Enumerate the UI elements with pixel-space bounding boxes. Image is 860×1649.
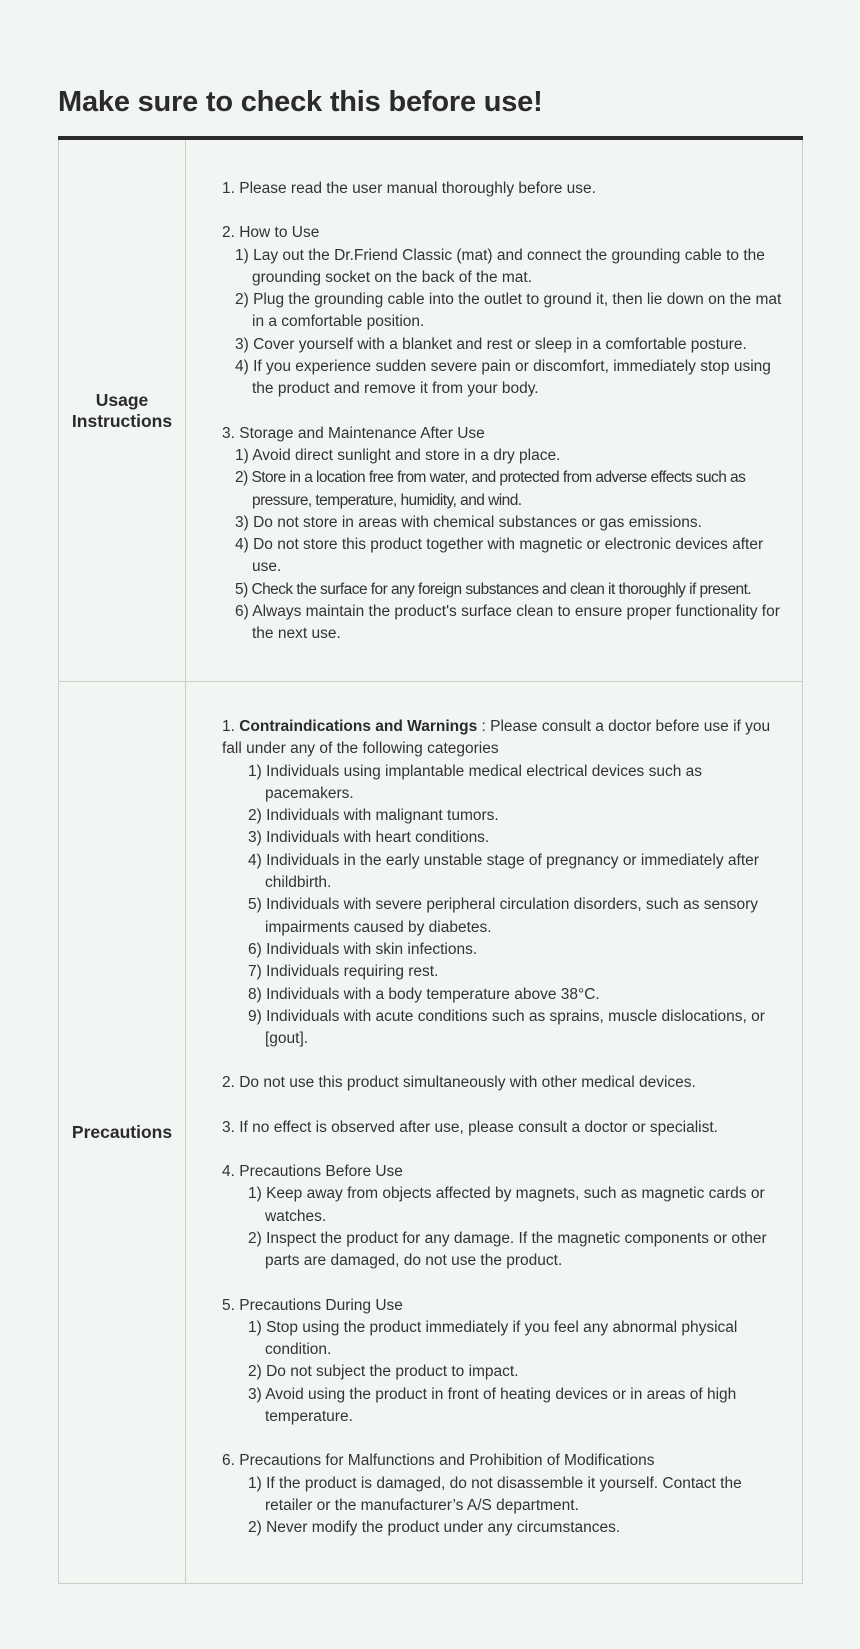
usage-instructions-row <box>59 140 802 681</box>
list-item: 4) Individuals in the early unstable stage of pregnancy or immediately after childbirth. <box>248 851 759 892</box>
usage-item-3-heading: 3. Storage and Maintenance After Use <box>222 424 485 442</box>
list-item: 2) Never modify the product under any circumstances. <box>248 1519 621 1537</box>
precautions-section-6 <box>222 1450 792 1539</box>
list-item: 3) Do not store in areas with chemical substances or gas emissions. <box>235 513 702 531</box>
list-item: 5) Check the surface for any foreign substances and clean it thoroughly if present. <box>235 580 752 598</box>
list-item: 1) If the product is damaged, do not disassemble it yourself. Contact the retailer or the manufacturer’s A/S department. <box>248 1474 742 1514</box>
contraindications-title: Contraindications and Warnings <box>239 718 478 735</box>
precautions-item-5-heading: 5. Precautions During Use <box>222 1296 403 1314</box>
contraindications-description: : Please consult a doctor before use if you fall under any of the following categories <box>222 718 771 758</box>
list-item: 7) Individuals requiring rest. <box>248 963 439 981</box>
usage-label-line-1: Usage <box>95 389 149 410</box>
malfunctions-list <box>222 1473 792 1540</box>
precautions-content <box>186 682 802 1583</box>
list-item: 8) Individuals with a body temperature above 38°C. <box>248 985 600 1003</box>
list-item: 2) Store in a location free from water, and protected from adverse effects such as pressure, temperature, humidity, and wind. <box>235 469 746 509</box>
list-item: 6) Individuals with skin infections. <box>248 940 478 958</box>
precautions-item-2: 2. Do not use this product simultaneously with other medical devices. <box>222 1074 696 1092</box>
usage-item-2-list <box>222 245 792 401</box>
list-item: 5) Individuals with severe peripheral circulation disorders, such as sensory impairments caused by diabetes. <box>248 896 759 936</box>
list-item: 2) Plug the grounding cable into the outlet to ground it, then lie down on the mat in a comfortable position. <box>235 291 782 331</box>
list-item: 9) Individuals with acute conditions such as sprains, muscle dislocations, or [gout]. <box>248 1007 765 1048</box>
list-item: 3) Cover yourself with a blanket and rest or sleep in a comfortable posture. <box>235 335 747 353</box>
list-item: 1) Stop using the product immediately if you feel any abnormal physical condition. <box>248 1318 738 1359</box>
precautions-section-4 <box>222 1161 792 1272</box>
usage-item-3-list <box>222 445 792 646</box>
precautions-during-use-list <box>222 1317 792 1428</box>
precautions-item-3: 3. If no effect is observed after use, please consult a doctor or specialist. <box>222 1118 718 1136</box>
list-item: 4) If you experience sudden severe pain or discomfort, immediately stop using the product and remove it from your body. <box>235 358 771 398</box>
list-item: 6) Always maintain the product's surface clean to ensure proper functionality for the next use. <box>235 603 780 643</box>
precautions-before-use-list <box>222 1183 792 1272</box>
page-title: Make sure to check this before use! <box>58 86 543 118</box>
list-item: 2) Do not subject the product to impact. <box>248 1363 519 1381</box>
list-item: 1) Lay out the Dr.Friend Classic (mat) and connect the grounding cable to the grounding socket on the back of the mat. <box>235 246 765 286</box>
precautions-section-1 <box>222 716 792 1050</box>
precautions-item-6-heading: 6. Precautions for Malfunctions and Prohibition of Modifications <box>222 1452 655 1470</box>
list-item: 4) Do not store this product together with magnetic or electronic devices after use. <box>235 536 764 576</box>
list-item: 2) Inspect the product for any damage. If the magnetic components or other parts are damaged, do not use the product. <box>248 1229 767 1270</box>
precautions-section-3 <box>222 1117 792 1139</box>
usage-label-line-2: Instructions <box>71 410 173 431</box>
usage-instructions-label <box>59 140 186 681</box>
usage-instructions-content <box>186 140 802 681</box>
usage-section-1 <box>222 178 792 200</box>
precautions-label <box>59 682 186 1583</box>
precautions-label-text: Precautions <box>71 1122 173 1142</box>
info-table <box>58 140 803 1584</box>
list-item: 3) Individuals with heart conditions. <box>248 829 490 847</box>
precautions-section-2 <box>222 1072 792 1094</box>
list-item: 3) Avoid using the product in front of heating devices or in areas of high temperature. <box>248 1385 737 1426</box>
contraindications-list <box>222 761 792 1051</box>
usage-section-2 <box>222 222 792 400</box>
list-item: 2) Individuals with malignant tumors. <box>248 807 499 825</box>
list-item: 1) Avoid direct sunlight and store in a dry place. <box>235 446 561 464</box>
usage-section-3 <box>222 423 792 646</box>
usage-item-1: 1. Please read the user manual thoroughly before use. <box>222 180 596 197</box>
precautions-section-5 <box>222 1295 792 1429</box>
precautions-item-1-number: 1. <box>222 718 240 735</box>
precautions-item-4-heading: 4. Precautions Before Use <box>222 1163 403 1181</box>
usage-item-2-heading: 2. How to Use <box>222 224 320 242</box>
precautions-row <box>59 681 802 1583</box>
precautions-item-1-heading <box>222 716 792 761</box>
list-item: 1) Individuals using implantable medical electrical devices such as pacemakers. <box>248 762 703 802</box>
list-item: 1) Keep away from objects affected by magnets, such as magnetic cards or watches. <box>248 1185 765 1225</box>
